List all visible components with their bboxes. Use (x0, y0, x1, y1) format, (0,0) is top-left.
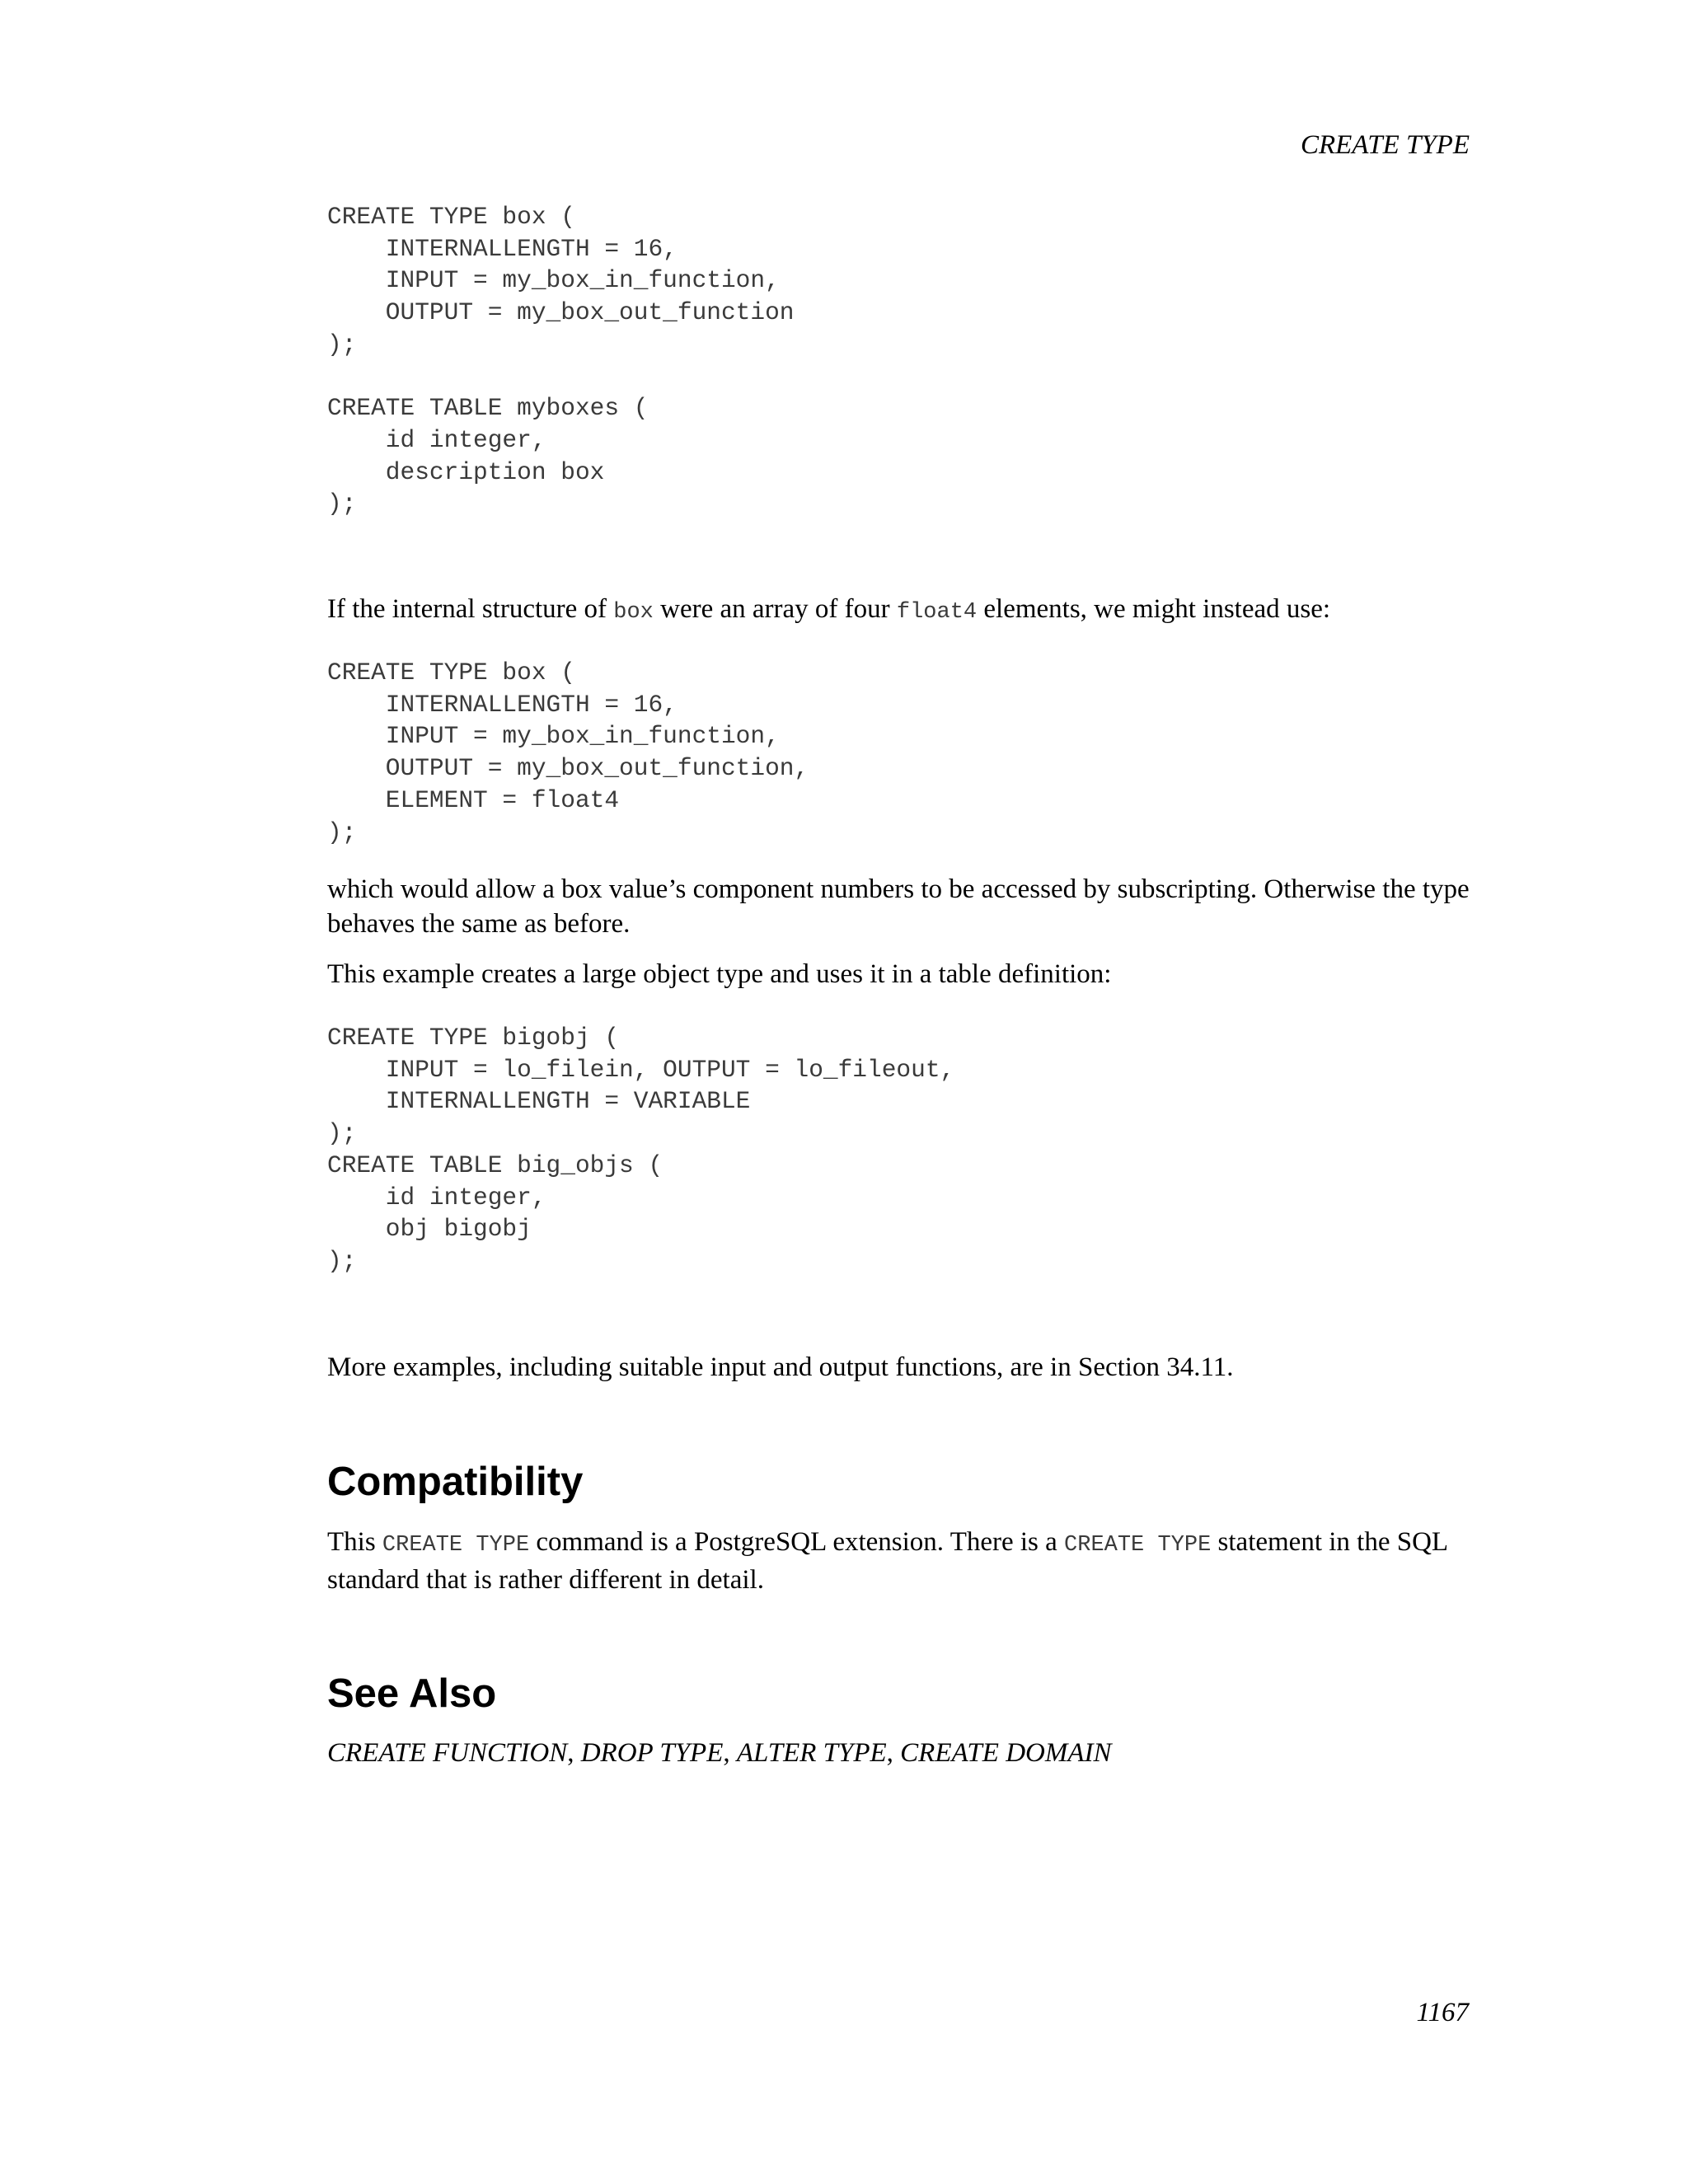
see-also-list (327, 1736, 1112, 1770)
running-header: CREATE TYPE (1300, 130, 1470, 160)
paragraph-large-object-intro: This example creates a large object type and uses it in a table definition: (327, 959, 1112, 989)
paragraph-more-examples: More examples, including suitable input and output functions, are in Section 34.11. (327, 1352, 1234, 1382)
inline-code: CREATE TYPE (382, 1533, 530, 1558)
paragraph-array-intro (327, 592, 1473, 630)
see-also-link[interactable]: CREATE FUNCTION (327, 1738, 568, 1768)
see-also-link[interactable]: CREATE DOMAIN (900, 1738, 1112, 1768)
see-also-separator: , (567, 1738, 581, 1768)
text-segment: If the internal structure of (327, 594, 614, 624)
text-segment: were an array of four (653, 594, 897, 624)
inline-code: box (613, 600, 654, 625)
see-also-separator: , (723, 1738, 737, 1768)
text-segment: This (327, 1527, 382, 1557)
code-block-bigobj: CREATE TYPE bigobj ( INPUT = lo_filein, OUTPUT = lo_fileout, INTERNALLENGTH = VARIABLE ); CREATE TABLE big_objs ( id integer, obj bigobj ); (327, 1024, 955, 1275)
text-segment: command is a PostgreSQL extension. There is a (529, 1527, 1065, 1557)
text-segment: elements, we might instead use: (977, 594, 1331, 624)
paragraph-subscripting: which would allow a box value’s component numbers to be accessed by subscripting. Otherwise the type behaves the same as before. (327, 874, 1470, 939)
text-segment: statement in the SQL standard that is rather different in detail. (327, 1527, 1447, 1595)
see-also-link[interactable]: ALTER TYPE (736, 1738, 887, 1768)
heading-compatibility: Compatibility (327, 1460, 584, 1504)
see-also-link[interactable]: DROP TYPE (580, 1738, 724, 1768)
paragraph-compatibility (327, 1525, 1473, 1597)
code-block-box-array: CREATE TYPE box ( INTERNALLENGTH = 16, INPUT = my_box_in_function, OUTPUT = my_box_out_function, ELEMENT = float4 ); (327, 658, 809, 846)
page-number: 1167 (1416, 1998, 1469, 2027)
heading-see-also: See Also (327, 1671, 497, 1716)
inline-code: float4 (896, 600, 978, 625)
code-block-box-basic: CREATE TYPE box ( INTERNALLENGTH = 16, INPUT = my_box_in_function, OUTPUT = my_box_out_function ); CREATE TABLE myboxes ( id integer, description box ); (327, 203, 795, 518)
inline-code: CREATE TYPE (1064, 1533, 1212, 1558)
see-also-separator: , (886, 1738, 901, 1768)
